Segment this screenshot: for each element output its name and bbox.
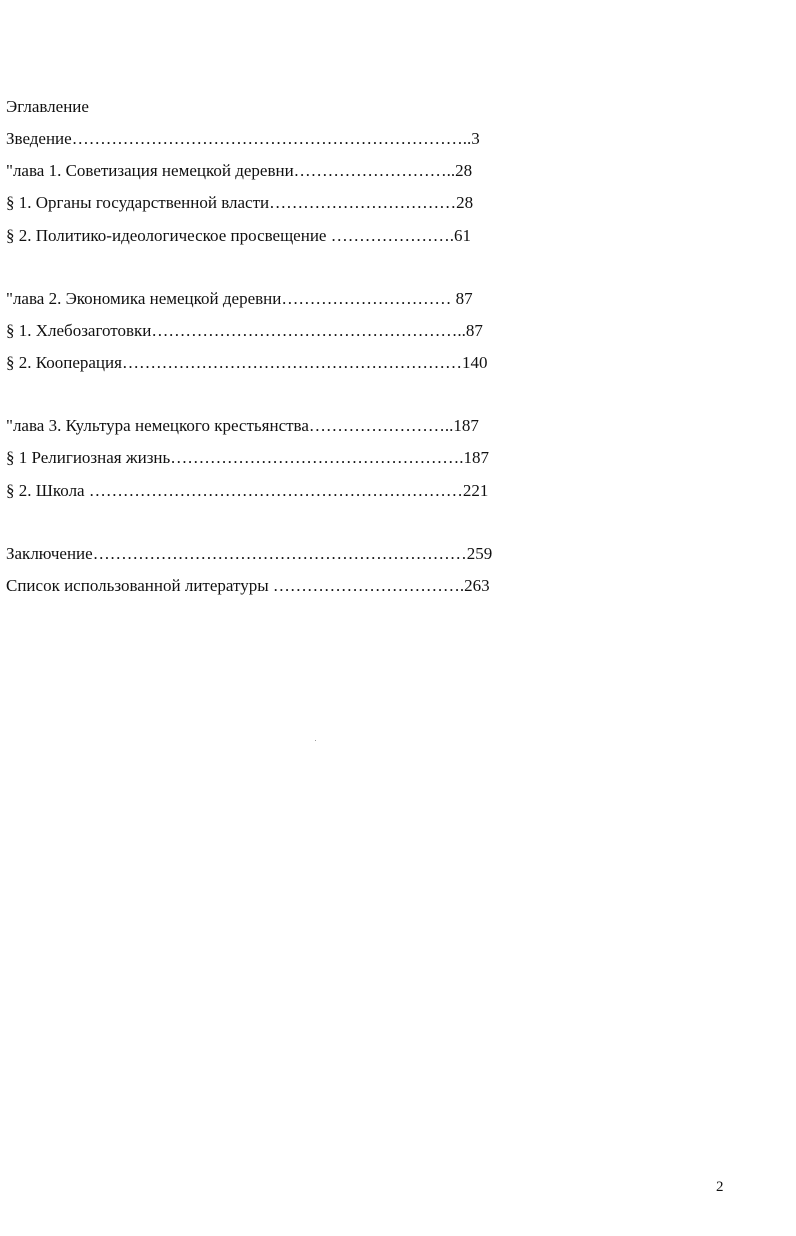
- toc-entry-chapter-2-section-1: § 1. Хлебозаготовки………………………………………………..87: [6, 321, 483, 340]
- toc-entry-chapter-3-section-2: § 2. Школа …………………………………………………………221: [6, 481, 489, 500]
- toc-entry-chapter-1: "лава 1. Советизация немецкой деревни………………………..28: [6, 161, 473, 180]
- toc-entry-introduction: Зведение……………………………………………………………..3: [6, 129, 480, 148]
- toc-entry-bibliography: Список использованной литературы …………………………….263: [6, 576, 490, 595]
- toc-entry-chapter-3: "лава 3. Культура немецкого крестьянства……………………..187: [6, 416, 479, 435]
- toc-entry-conclusion: Заключение…………………………………………………………259: [6, 544, 493, 563]
- toc-entry-chapter-2: "лава 2. Экономика немецкой деревни………………………… 87: [6, 289, 473, 308]
- scan-speck: [315, 740, 316, 741]
- toc-entry-chapter-1-section-1: § 1. Органы государственной власти……………………………28: [6, 193, 474, 212]
- page-number: 2: [716, 1179, 724, 1195]
- toc-entry-chapter-2-section-2: § 2. Кооперация……………………………………………………140: [6, 353, 488, 372]
- toc-heading: Эглавление: [6, 97, 89, 116]
- toc-entry-chapter-3-section-1: § 1 Религиозная жизнь…………………………………………….187: [6, 448, 490, 467]
- toc-entry-chapter-1-section-2: § 2. Политико-идеологическое просвещение ………………….61: [6, 226, 471, 245]
